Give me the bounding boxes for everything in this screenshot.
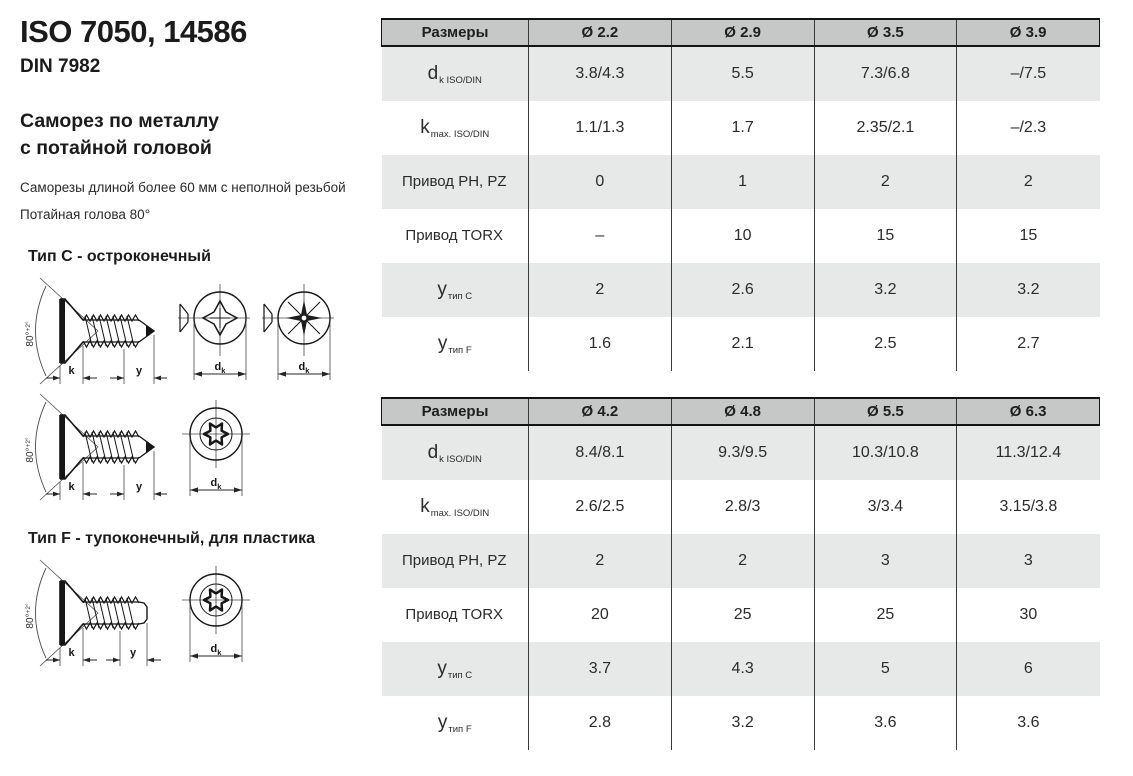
table-cell: – (529, 209, 672, 263)
table-cell: 5 (814, 642, 957, 696)
table-cell: 10 (671, 209, 814, 263)
table-row-drive-torx (382, 209, 1100, 263)
dim-label-dk: $d_k$ (214, 360, 226, 375)
table-cell: 2.8 (529, 696, 672, 750)
column-header-diameter: Ø 6.3 (957, 398, 1100, 425)
row-label: $d_{k ISO/DIN}$ (382, 425, 529, 480)
table-cell: 3.2 (814, 263, 957, 317)
table-cell: 2.35/2.1 (814, 101, 957, 155)
table-row-y-type-f (382, 317, 1100, 371)
dim-label-dk: $d_k$ (210, 642, 222, 657)
dim-label-y: y (135, 364, 143, 377)
table-cell: 4.3 (671, 642, 814, 696)
table-cell: –/2.3 (957, 101, 1100, 155)
table-cell: 5.5 (671, 46, 814, 101)
table-cell: 2 (529, 534, 672, 588)
table-cell: 3 (957, 534, 1100, 588)
column-header-diameter: Ø 2.2 (529, 19, 672, 46)
row-label: Привод TORX (405, 606, 504, 623)
table-row-y-type-c (382, 642, 1100, 696)
table-cell: 2.8/3 (671, 480, 814, 534)
tables-panel (381, 18, 1100, 776)
table-cell: 11.3/12.4 (957, 425, 1100, 480)
table-cell: 3.8/4.3 (529, 46, 672, 101)
type-c-screw-side-view-drawing (20, 386, 170, 508)
row-label: Привод TORX (405, 227, 504, 244)
column-header-diameter: Ø 4.2 (529, 398, 672, 425)
table-row-dk (382, 46, 1100, 101)
table-cell: 25 (671, 588, 814, 642)
table-cell: –/7.5 (957, 46, 1100, 101)
table-row-drive-phpz (382, 534, 1100, 588)
table-cell: 0 (529, 155, 672, 209)
product-name-line1: Саморез по металлу (20, 110, 219, 132)
dim-label-k: k (68, 480, 75, 493)
row-label: $y_{тип F}$ (437, 333, 472, 356)
column-header-diameter: Ø 4.8 (671, 398, 814, 425)
product-name (20, 108, 376, 162)
dim-label-y: y (129, 646, 137, 659)
row-label: $d_{k ISO/DIN}$ (382, 46, 529, 101)
table-cell: 1.7 (671, 101, 814, 155)
table-cell: 3.6 (814, 696, 957, 750)
type-c-screw-side-view-drawing (20, 270, 170, 392)
table-cell: 1 (671, 155, 814, 209)
table-cell: 2 (957, 155, 1100, 209)
column-header-diameter: Ø 2.9 (671, 19, 814, 46)
table-row-dk (382, 425, 1100, 480)
table-cell: 2 (529, 263, 672, 317)
spec-table-large-diameters (381, 397, 1100, 750)
row-label: Привод PH, PZ (382, 155, 529, 209)
table-cell: 1.6 (529, 317, 672, 371)
ph-head-drawing (176, 270, 254, 392)
screw-tip-blunt (139, 602, 147, 624)
torx-head-drawing (176, 552, 254, 674)
table-cell: 8.4/8.1 (529, 425, 672, 480)
product-name-line2: с потайной головой (20, 136, 212, 159)
table-cell: 2.7 (957, 317, 1100, 371)
page-title: ISO 7050, 14586 (20, 14, 247, 49)
row-label: $k_{max. ISO/DIN}$ (420, 117, 490, 140)
row-label: $y_{тип C}$ (382, 642, 529, 696)
dim-label-dk: $d_k$ (210, 476, 222, 491)
table-cell: 6 (957, 642, 1100, 696)
dim-label-k: k (68, 646, 75, 659)
table-cell: 3.15/3.8 (957, 480, 1100, 534)
dim-label-y: y (135, 480, 143, 493)
table-cell: 9.3/9.5 (671, 425, 814, 480)
table-cell: 3 (814, 534, 957, 588)
row-label: $y_{тип C}$ (382, 263, 529, 317)
table-row-kmax (382, 480, 1100, 534)
torx-head-drawing (176, 386, 254, 508)
column-header-diameter: Ø 3.5 (814, 19, 957, 46)
table-cell: 7.3/6.8 (814, 46, 957, 101)
row-label: $y_{тип F}$ (437, 712, 472, 735)
table-cell: 2.6/2.5 (529, 480, 672, 534)
left-panel (20, 14, 376, 674)
table-cell: 20 (529, 588, 672, 642)
column-header-diameter: Ø 5.5 (814, 398, 957, 425)
note-length: Саморезы длиной более 60 мм с неполной резьбой (20, 179, 346, 195)
table-cell: 3.6 (957, 696, 1100, 750)
type-f-heading: Тип F - тупоконечный, для пластика (28, 529, 316, 547)
type-c-heading: Тип C - остроконечный (28, 247, 211, 265)
table-row-kmax (382, 101, 1100, 155)
type-c-drawing-row-phpz (20, 270, 376, 392)
table-cell: 2.5 (814, 317, 957, 371)
table-cell: 1.1/1.3 (529, 101, 672, 155)
column-header-sizes: Размеры (382, 398, 529, 425)
table-cell: 2 (814, 155, 957, 209)
table-cell: 3.7 (529, 642, 672, 696)
table-cell: 30 (957, 588, 1100, 642)
table-cell: 2.1 (671, 317, 814, 371)
angle-label: 80°$^{+2^\circ}$ (25, 437, 36, 463)
table-cell: 3.2 (957, 263, 1100, 317)
table-row-y-type-c (382, 263, 1100, 317)
type-c-drawing-row-torx (20, 386, 376, 508)
table-cell: 2.6 (671, 263, 814, 317)
din-standard: DIN 7982 (20, 56, 101, 77)
table-cell: 10.3/10.8 (814, 425, 957, 480)
table-row-y-type-f (382, 696, 1100, 750)
column-header-sizes: Размеры (382, 19, 529, 46)
column-header-diameter: Ø 3.9 (957, 19, 1100, 46)
table-cell: 15 (957, 209, 1100, 263)
type-f-drawing-row (20, 552, 376, 674)
table-row-drive-torx (382, 588, 1100, 642)
table-cell: 3/3.4 (814, 480, 957, 534)
table-row-drive-phpz (382, 155, 1100, 209)
table-cell: 2 (671, 534, 814, 588)
table-header-row (382, 19, 1100, 46)
row-label: Привод PH, PZ (382, 534, 529, 588)
pz-head-drawing (260, 270, 338, 392)
product-notes (20, 178, 376, 226)
angle-label: 80°$^{+2^\circ}$ (25, 603, 36, 629)
dim-label-dk: $d_k$ (298, 360, 310, 375)
table-header-row (382, 398, 1100, 425)
table-cell: 3.2 (671, 696, 814, 750)
table-cell: 25 (814, 588, 957, 642)
type-f-screw-side-view-drawing (20, 552, 170, 674)
note-head: Потайная голова 80° (20, 206, 151, 222)
angle-label: 80°$^{+2^\circ}$ (25, 321, 36, 347)
dim-label-k: k (68, 364, 75, 377)
table-cell: 15 (814, 209, 957, 263)
spec-table-small-diameters (381, 18, 1100, 371)
row-label: $k_{max. ISO/DIN}$ (420, 496, 490, 519)
